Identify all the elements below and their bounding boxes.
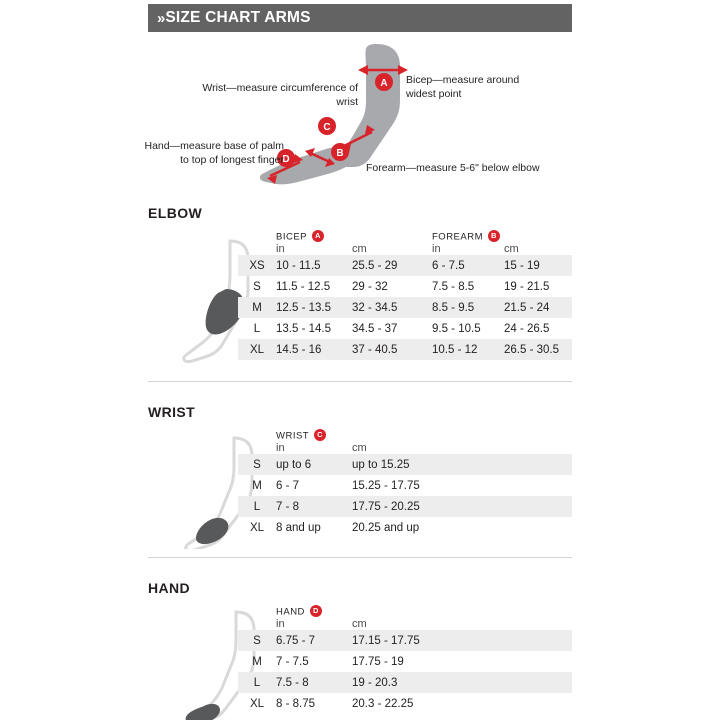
table-row [238, 517, 572, 538]
diagram-badge-b [331, 143, 349, 161]
cell: 20.3 - 22.25 [352, 697, 414, 710]
cell: 17.75 - 19 [352, 655, 404, 668]
cell: 24 - 26.5 [504, 322, 550, 335]
row-size: S [238, 630, 276, 651]
row-size: M [252, 479, 262, 492]
section-wrist [148, 404, 572, 534]
cell: 13.5 - 14.5 [276, 322, 331, 335]
callout-wrist: Wrist—measure circumference of wrist [202, 82, 358, 108]
svg-text:B: B [336, 148, 344, 159]
unit-hand-cm: cm [352, 618, 367, 630]
cell: 10.5 - 12 [432, 339, 504, 360]
cell: 29 - 32 [352, 280, 388, 293]
section-elbow [148, 205, 572, 356]
group-forearm: FOREARM B [432, 231, 572, 243]
cell: 17.75 - 20.25 [352, 496, 572, 517]
table-group-row [238, 231, 572, 243]
cell: 7 - 8 [276, 496, 352, 517]
table-row [238, 297, 572, 318]
hand-pad [186, 704, 220, 720]
table-row [238, 339, 572, 360]
callout-hand: Hand—measure base of palm to top of longest finger [144, 140, 284, 166]
table-row [238, 630, 572, 651]
badge-a-icon: A [312, 230, 324, 242]
table-group-row [238, 430, 572, 442]
table-unit-row [238, 442, 572, 454]
wrist-pad [196, 518, 228, 544]
cell: 34.5 - 37 [352, 322, 398, 335]
row-size: S [238, 454, 276, 475]
group-hand: HAND D [276, 606, 572, 618]
row-size: L [238, 496, 276, 517]
table-row [238, 318, 572, 339]
svg-text:A: A [380, 78, 388, 89]
cell: 8.5 - 9.5 [432, 297, 504, 318]
diagram-badge-a [375, 73, 393, 91]
cell: 20.25 and up [352, 521, 420, 534]
section-hand [148, 580, 572, 710]
unit-forearm-in: in [432, 243, 441, 255]
unit-forearm-cm: cm [504, 243, 519, 255]
cell: 6.75 - 7 [276, 630, 352, 651]
wrist-size-table [238, 430, 572, 538]
cell: 15 - 19 [504, 255, 572, 276]
cell: 7 - 7.5 [276, 655, 309, 668]
cell: 6 - 7 [276, 479, 300, 492]
page-title: SIZE CHART ARMS [165, 9, 311, 26]
badge-b-icon: B [488, 230, 500, 242]
chevron-right-icon: » [157, 9, 165, 27]
arm-measurement-diagram [144, 34, 572, 199]
table-group-row [238, 606, 572, 618]
unit-wrist-in: in [276, 442, 285, 454]
group-wrist: WRIST C [276, 430, 572, 442]
section-title-elbow: ELBOW [148, 205, 203, 221]
page-header [148, 4, 572, 32]
table-row [238, 496, 572, 517]
cell: up to 6 [276, 454, 352, 475]
divider-2 [148, 557, 572, 558]
cell: 8 and up [276, 521, 321, 534]
section-title-wrist: WRIST [148, 404, 196, 420]
cell: 32 - 34.5 [352, 297, 432, 318]
cell: 7.5 - 8.5 [432, 280, 475, 293]
hand-size-table [238, 606, 572, 714]
row-size: L [253, 322, 261, 335]
badge-d-icon: D [310, 605, 322, 617]
table-row [238, 276, 572, 297]
cell: 9.5 - 10.5 [432, 322, 481, 335]
callout-bicep: Bicep—measure around widest point [406, 74, 520, 100]
unit-hand-in: in [276, 618, 285, 630]
cell: 10 - 11.5 [276, 255, 352, 276]
row-size: XL [238, 339, 276, 360]
row-size: M [238, 297, 276, 318]
cell: 37 - 40.5 [352, 339, 432, 360]
table-row [238, 672, 572, 693]
callout-forearm: Forearm—measure 5-6" below elbow [366, 162, 540, 174]
cell: 19 - 21.5 [504, 280, 550, 293]
cell: 11.5 - 12.5 [276, 280, 331, 293]
group-bicep: BICEP A [276, 231, 432, 243]
cell: 7.5 - 8 [276, 672, 352, 693]
cell: 6 - 7.5 [432, 255, 504, 276]
unit-wrist-cm: cm [352, 442, 367, 454]
cell: 26.5 - 30.5 [504, 339, 572, 360]
svg-text:D: D [282, 154, 290, 165]
cell: 14.5 - 16 [276, 339, 352, 360]
table-row [238, 693, 572, 714]
elbow-size-table [238, 231, 572, 360]
table-row [238, 255, 572, 276]
row-size: S [253, 280, 261, 293]
table-row [238, 475, 572, 496]
badge-c-icon: C [314, 429, 326, 441]
row-size: XL [249, 521, 265, 534]
section-title-hand: HAND [148, 580, 191, 596]
table-unit-row [238, 618, 572, 630]
row-size: L [238, 672, 276, 693]
row-size: XL [249, 697, 265, 710]
cell: 12.5 - 13.5 [276, 297, 352, 318]
table-unit-row [238, 243, 572, 255]
table-row [238, 454, 572, 475]
cell: 21.5 - 24 [504, 297, 572, 318]
divider-1 [148, 381, 572, 382]
svg-text:C: C [323, 122, 331, 133]
cell: 17.15 - 17.75 [352, 630, 572, 651]
cell: 15.25 - 17.75 [352, 479, 420, 492]
cell: 8 - 8.75 [276, 697, 315, 710]
unit-bicep-in: in [276, 243, 285, 255]
cell: up to 15.25 [352, 454, 572, 475]
cell: 19 - 20.3 [352, 672, 572, 693]
row-size: XS [238, 255, 276, 276]
cell: 25.5 - 29 [352, 255, 432, 276]
unit-bicep-cm: cm [352, 243, 367, 255]
table-row [238, 651, 572, 672]
row-size: M [252, 655, 262, 668]
diagram-badge-c [318, 117, 336, 135]
